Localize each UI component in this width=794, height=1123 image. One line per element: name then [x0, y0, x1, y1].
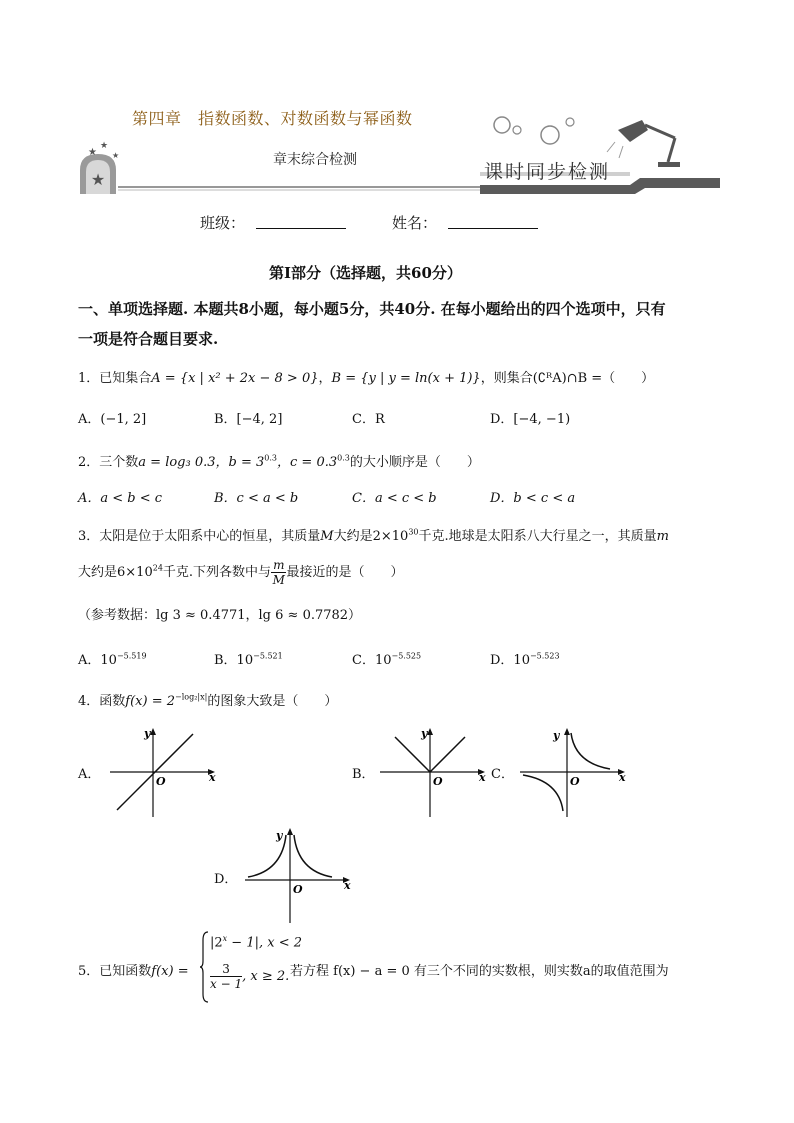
q3-option-b[interactable]: B．$10^{-5.521}$: [214, 651, 283, 668]
svg-text:O: O: [570, 775, 580, 788]
graph-d[interactable]: [240, 825, 355, 925]
q3-reference: （参考数据：lg 3 ≈ 0.4771，lg 6 ≈ 0.7782）: [78, 608, 362, 623]
svg-text:★: ★: [112, 151, 120, 160]
bubble-icon: [541, 126, 559, 144]
svg-text:x: x: [619, 771, 626, 784]
bubble-icon: [566, 118, 574, 126]
section-title: 第Ⅰ部分（选择题，共60分）: [269, 264, 462, 282]
q4-option-c[interactable]: C．: [491, 767, 514, 782]
q1-set-a: A = {x | x² + 2x − 8 > 0}: [151, 371, 319, 386]
q3-option-a[interactable]: A．$10^{-5.519}$: [78, 651, 147, 668]
bubble-icon: [513, 126, 521, 134]
graph-a[interactable]: [105, 725, 220, 820]
q1-option-b[interactable]: B．[−4, 2]: [214, 412, 283, 427]
q2-option-c[interactable]: C．a < c < b: [352, 491, 437, 506]
q2-option-a[interactable]: A．a < b < c: [78, 491, 163, 506]
svg-text:★: ★: [90, 170, 106, 189]
svg-text:★: ★: [88, 147, 97, 158]
q1-set-b: B = {y | y = ln(x + 1)}: [331, 371, 481, 386]
svg-text:O: O: [433, 775, 443, 788]
brand-title: 课时同步检测: [484, 161, 611, 183]
piecewise-case-2: $\frac{3}{x - 1}$ , x ≥ 2.: [210, 962, 290, 991]
svg-text:x: x: [209, 771, 216, 784]
svg-text:O: O: [156, 775, 166, 788]
desk-lamp-icon: [607, 120, 680, 167]
graph-b[interactable]: [375, 725, 495, 820]
q1-prefix: 1．已知集合: [78, 371, 152, 386]
svg-text:y: y: [144, 727, 151, 740]
q3-option-c[interactable]: C．$10^{-5.525}$: [352, 651, 422, 668]
question-1: 1．已知集合A = {x | x² + 2x − 8 > 0}，B = {y | y = ln(x + 1)}，则集合(∁ᴿA)∩B =（ ）: [78, 371, 655, 386]
q3-option-d[interactable]: D．$10^{-5.523}$: [490, 651, 560, 668]
name-label: 姓名：: [392, 214, 438, 232]
chapter-title: 第四章 指数函数、对数函数与幂函数: [132, 109, 413, 128]
question-5-suffix: 若方程 f(x) − a = 0 有三个不同的实数根，则实数a的取值范围为: [290, 964, 669, 979]
q1-option-c[interactable]: C．R: [352, 412, 385, 427]
class-label: 班级：: [200, 214, 246, 232]
svg-text:x: x: [344, 879, 351, 892]
question-2: 2．三个数a = log₃ 0.3，$b = 3^{0.3}$，$c = 0.3^{0.3}$的大小顺序是（ ）: [78, 453, 480, 470]
svg-text:x: x: [479, 771, 486, 784]
svg-text:y: y: [553, 729, 560, 742]
svg-text:y: y: [421, 727, 428, 740]
q4-option-d[interactable]: D．: [214, 872, 238, 887]
subtitle: 章末综合检测: [273, 152, 357, 168]
question-3-line1: 3．太阳是位于太阳系中心的恒星，其质量M大约是$2\times 10^{30}$千克.地球是太阳系八大行星之一，其质量m: [78, 527, 669, 544]
q2-option-b[interactable]: B．c < a < b: [214, 491, 299, 506]
q1-ask: ，则集合(∁ᴿA)∩B =（ ）: [480, 371, 655, 386]
q1-option-a[interactable]: A．(−1, 2]: [78, 412, 147, 427]
question-4: 4．函数$f(x) = 2^{-log_2|x|}$的图象大致是（ ）: [78, 692, 338, 709]
instructions-line1: 一、单项选择题. 本题共8小题，每小题5分，共40分. 在每小题给出的四个选项中，只有: [78, 300, 666, 318]
q1-option-d[interactable]: D．[−4, −1): [490, 412, 571, 427]
star-badge-icon: [80, 141, 119, 194]
fraction-m-over-M: $\frac{m}{M}$: [272, 558, 285, 587]
bubble-icon: [494, 117, 510, 133]
svg-text:y: y: [276, 829, 283, 842]
name-field[interactable]: [448, 228, 538, 229]
question-3-line2: 大约是$6\times 10^{24}$千克.下列各数中与 $\frac{m}{M}$ 最接近的是（ ）: [78, 558, 404, 587]
question-5-prefix: 5．已知函数f(x) =: [78, 964, 189, 979]
svg-text:O: O: [293, 883, 303, 896]
class-field[interactable]: [256, 228, 346, 229]
graph-c[interactable]: [515, 725, 635, 820]
piecewise-case-1: $|2^x - 1|$, x < 2: [210, 934, 303, 951]
svg-text:★: ★: [100, 141, 109, 151]
q2-option-d[interactable]: D．b < c < a: [490, 491, 576, 506]
q4-option-b[interactable]: B．: [352, 767, 375, 782]
instructions-line2: 一项是符合题目要求.: [78, 330, 219, 348]
q4-option-a[interactable]: A．: [78, 767, 101, 782]
piecewise-brace: [199, 930, 209, 1004]
